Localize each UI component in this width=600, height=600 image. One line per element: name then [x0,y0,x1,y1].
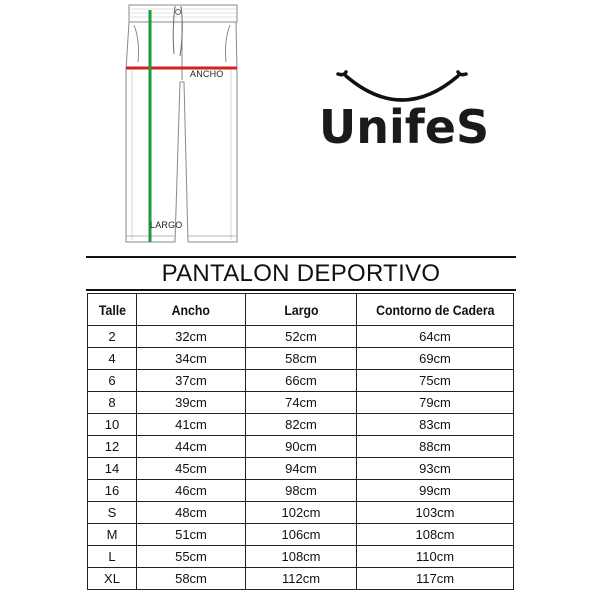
hip-cell: 108cm [357,524,514,546]
size-cell: XL [88,568,137,590]
table-row [88,502,514,524]
length-cell: 52cm [246,326,357,348]
size-cell: 4 [88,348,137,370]
header-contorno-de-cadera: Contorno de Cadera [357,294,514,326]
length-cell: 90cm [246,436,357,458]
header-ancho: Ancho [137,294,246,326]
size-cell: 8 [88,392,137,414]
size-cell: 14 [88,458,137,480]
hip-cell: 103cm [357,502,514,524]
table-row [88,458,514,480]
table-row [88,348,514,370]
size-cell: 10 [88,414,137,436]
brand-logo [318,64,490,164]
size-cell: 2 [88,326,137,348]
title-top-rule [86,256,516,258]
length-cell: 102cm [246,502,357,524]
header-largo: Largo [246,294,357,326]
table-body [88,326,514,590]
length-cell: 108cm [246,546,357,568]
width-cell: 45cm [137,458,246,480]
size-table [87,293,514,590]
width-label: ANCHO [190,69,224,79]
length-cell: 98cm [246,480,357,502]
header-talle: Talle [88,294,137,326]
width-cell: 51cm [137,524,246,546]
length-cell: 94cm [246,458,357,480]
hip-cell: 88cm [357,436,514,458]
hip-cell: 93cm [357,458,514,480]
table-header-row [88,294,514,326]
hip-cell: 99cm [357,480,514,502]
size-cell: M [88,524,137,546]
brand-name: UnifeS [318,100,490,154]
hip-cell: 79cm [357,392,514,414]
hip-cell: 64cm [357,326,514,348]
table-row [88,436,514,458]
table-row [88,480,514,502]
width-cell: 48cm [137,502,246,524]
size-cell: 16 [88,480,137,502]
width-cell: 34cm [137,348,246,370]
width-cell: 32cm [137,326,246,348]
hip-cell: 117cm [357,568,514,590]
hip-cell: 83cm [357,414,514,436]
table-row [88,524,514,546]
table-row [88,546,514,568]
pants-drawing [120,0,250,252]
width-cell: 37cm [137,370,246,392]
length-cell: 74cm [246,392,357,414]
chart-title: PANTALON DEPORTIVO [161,260,441,287]
table-row [88,392,514,414]
table-row [88,326,514,348]
length-cell: 58cm [246,348,357,370]
width-cell: 55cm [137,546,246,568]
length-cell: 112cm [246,568,357,590]
table-row [88,414,514,436]
size-cell: 6 [88,370,137,392]
width-cell: 41cm [137,414,246,436]
width-cell: 46cm [137,480,246,502]
hip-cell: 75cm [357,370,514,392]
table-row [88,370,514,392]
width-cell: 39cm [137,392,246,414]
width-cell: 44cm [137,436,246,458]
length-cell: 82cm [246,414,357,436]
size-cell: S [88,502,137,524]
hip-cell: 110cm [357,546,514,568]
size-cell: L [88,546,137,568]
length-label: LARGO [150,220,183,230]
hip-cell: 69cm [357,348,514,370]
length-cell: 106cm [246,524,357,546]
length-cell: 66cm [246,370,357,392]
title-bottom-rule [86,289,516,291]
smile-icon [332,64,472,104]
size-cell: 12 [88,436,137,458]
pants-diagram [120,0,250,252]
table-row [88,568,514,590]
width-cell: 58cm [137,568,246,590]
